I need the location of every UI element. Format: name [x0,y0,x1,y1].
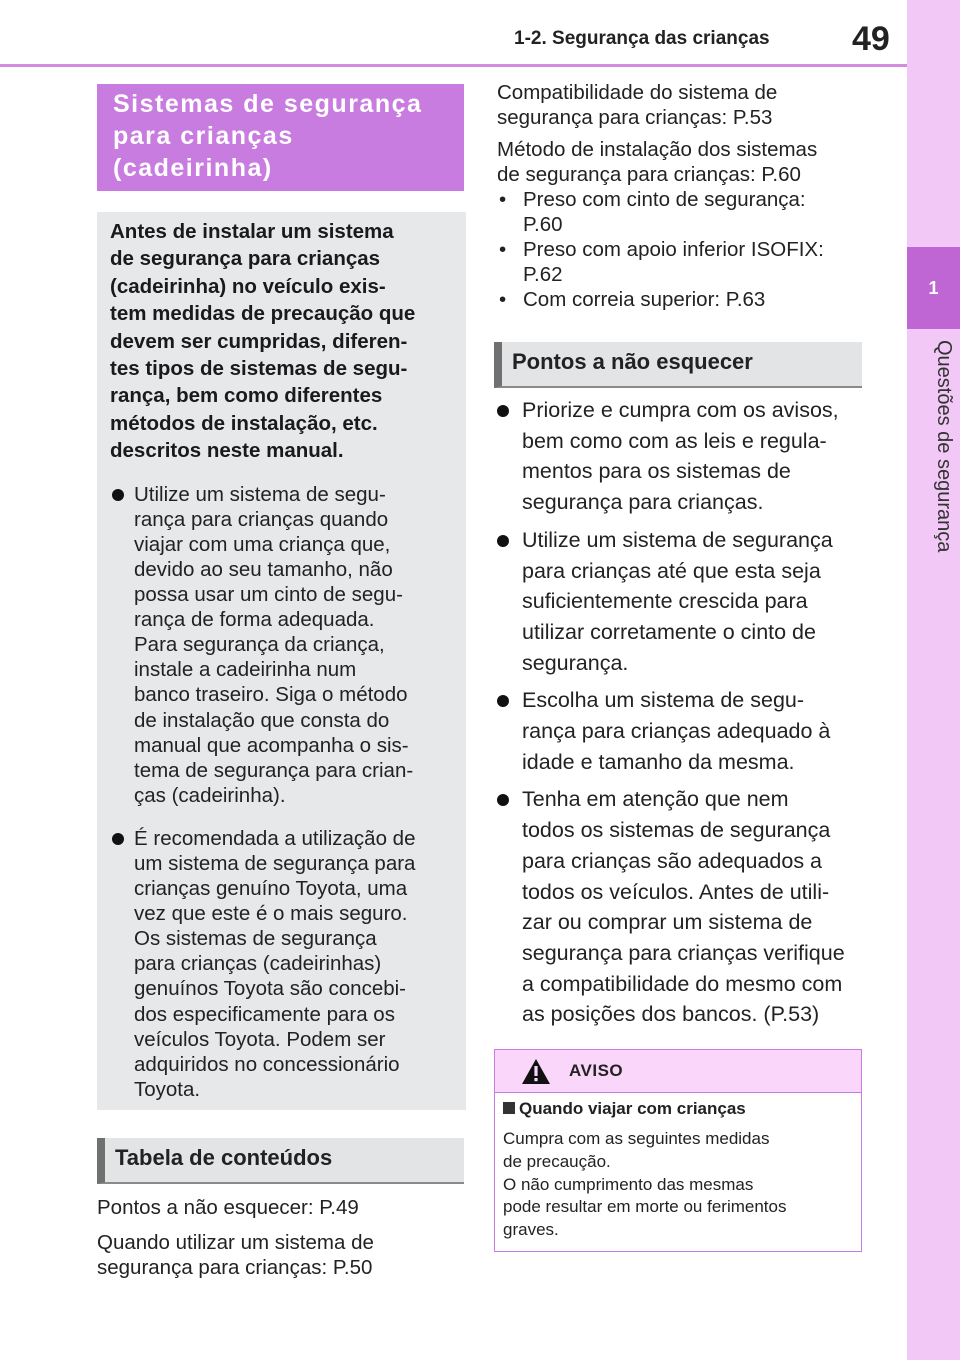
point-line: idade e tamanho da mesma. [522,749,795,774]
bullet-dot-icon [497,405,509,417]
warning-line: graves. [503,1220,559,1240]
bullet-line: veículos Toyota. Podem ser [134,1027,386,1051]
point-line: segurança para crianças verifique [522,940,845,965]
bullet-line: rança de forma adequada. [134,608,375,632]
toc-link-pontos[interactable]: Pontos a não esquecer: P.49 [97,1196,359,1219]
bullet-line: para crianças (cadeirinhas) [134,952,382,976]
intro-line: tes tipos de sistemas de segu- [110,357,408,381]
toc-line[interactable]: Método de instalação dos sistemas [497,138,818,161]
section-heading-line: (cadeirinha) [113,154,273,182]
toc-subitem-line: P.62 [523,263,563,286]
warning-line: Cumpra com as seguintes medidas [503,1129,770,1148]
bullet-dot-icon [112,833,124,845]
warning-subtitle [503,1099,746,1119]
intro-text [110,218,454,465]
section-heading-box [97,84,464,191]
point-line: rança para crianças adequado à [522,719,831,744]
bullet-line: Para segurança da criança, [134,633,385,657]
intro-line: rança, bem como diferentes [110,384,383,408]
point-line: bem como com as leis e regula- [522,428,827,453]
bullet-line: Toyota. [134,1077,201,1101]
toc-line: Quando utilizar um sistema de [97,1231,374,1254]
bullet-line: instale a cadeirinha num [134,658,357,682]
bullet-dot-icon [497,695,509,707]
points-heading: Pontos a não esquecer [494,342,862,388]
points-list [494,395,874,1037]
intro-line: devem ser cumpridas, diferen- [110,329,408,353]
point-line: mentos para os sistemas de [522,459,791,484]
intro-line: métodos de instalação, etc. [110,411,378,435]
bullet-line: genuínos Toyota são concebi- [134,977,407,1001]
warning-triangle-icon [521,1058,551,1085]
point-item [494,525,874,679]
bullet-line: crianças genuíno Toyota, uma [134,877,408,901]
toc-line: segurança para crianças: P.53 [497,106,773,129]
toc-link-compatibilidade[interactable] [497,80,877,130]
bullet-line: devido ao seu tamanho, não [134,557,393,581]
toc-subitem[interactable] [497,187,887,237]
toc-subitem-line: P.60 [523,213,563,236]
point-line: a compatibilidade do mesmo com [522,971,843,996]
point-line: segurança para crianças. [522,490,764,515]
bullet-dot-icon [497,794,509,806]
point-line: Utilize um sistema de segurança [522,527,833,552]
intro-line: Antes de instalar um sistema [110,220,394,243]
warning-line: O não cumprimento das mesmas [503,1174,754,1194]
intro-box [97,212,466,1110]
warning-header [495,1050,861,1093]
toc-subitem[interactable] [497,287,887,312]
section-heading-line: Sistemas de segurança [113,90,423,118]
bullet-line: um sistema de segurança para [134,851,416,875]
toc-line: Compatibilidade do sistema de [497,81,778,104]
bullet-dot-icon [112,489,124,501]
point-item [494,685,874,777]
section-title: 1-2. Segurança das crianças [514,28,770,49]
point-line: todos os veículos. Antes de utili- [522,879,830,904]
chapter-number: 1 [907,247,960,329]
bullet-line: Utilize um sistema de segu- [134,482,386,506]
page-number: 49 [852,20,890,58]
chapter-label: Questões de segurança [933,340,955,553]
bullet-line: de instalação que consta do [134,708,390,732]
bullet-line: banco traseiro. Siga o método [134,683,408,707]
bullet-line: ças (cadeirinha). [134,783,286,807]
point-line: todos os sistemas de segurança [522,818,831,843]
warning-line: de precaução. [503,1151,611,1171]
point-line: Priorize e cumpra com os avisos, [522,398,839,422]
intro-line: tem medidas de precaução que [110,302,416,326]
point-line: segurança. [522,650,629,675]
bullet-line: dos especificamente para os [134,1002,395,1026]
bullet-line: adquiridos no concessionário [134,1052,400,1076]
header-rule [0,64,907,67]
bullet-dot-icon [497,535,509,547]
toc-line[interactable]: de segurança para crianças: P.60 [497,163,801,186]
bullet-line: Os sistemas de segurança [134,927,377,951]
section-heading-line: para crianças [113,122,294,150]
toc-sublist [497,187,887,312]
square-bullet-icon [503,1102,515,1114]
bullet-line: É recomendada a utilização de [134,826,416,850]
point-item [494,784,874,1030]
toc-subitem-line: • Preso com apoio inferior ISOFIX: [523,238,824,261]
point-line: Escolha um sistema de segu- [522,688,805,713]
point-line: para crianças até que esta seja [522,558,821,583]
bullet-line: manual que acompanha o sis- [134,733,409,757]
intro-bullet [110,826,454,1102]
intro-line: descritos neste manual. [110,439,344,463]
point-item [494,395,874,518]
intro-bullet [110,482,454,808]
point-line: utilizar corretamente o cinto de [522,619,816,644]
toc-line: segurança para crianças: P.50 [97,1256,373,1279]
intro-line: de segurança para crianças [110,247,381,271]
toc-metodo-instalacao [497,137,887,312]
point-line: suficientemente crescida para [522,589,808,614]
toc-subitem[interactable] [497,237,887,287]
point-line: para crianças são adequados a [522,848,823,873]
bullet-line: rança para crianças quando [134,507,389,531]
toc-subitem-line: • Preso com cinto de segurança: [523,188,806,211]
warning-line: pode resultar em morte ou ferimentos [503,1197,787,1217]
warning-title: AVISO [569,1061,624,1080]
side-tab-band [907,0,960,1360]
toc-heading: Tabela de conteúdos [97,1138,464,1184]
toc-link-quando-utilizar[interactable] [97,1230,467,1280]
point-line: as posições dos bancos. (P.53) [522,1002,820,1027]
point-line: zar ou comprar um sistema de [522,910,813,935]
warning-subtitle-text: Quando viajar com crianças [519,1099,746,1118]
bullet-line: vez que este é o mais seguro. [134,902,408,926]
intro-line: (cadeirinha) no veículo exis- [110,274,386,298]
toc-subitem-line: • Com correia superior: P.63 [523,288,766,311]
bullet-line: viajar com uma criança que, [134,532,391,556]
warning-text [503,1128,853,1242]
bullet-line: tema de segurança para crian- [134,758,414,782]
point-line: Tenha em atenção que nem [522,787,789,812]
bullet-line: possa usar um cinto de segu- [134,583,403,607]
warning-box [494,1049,862,1252]
